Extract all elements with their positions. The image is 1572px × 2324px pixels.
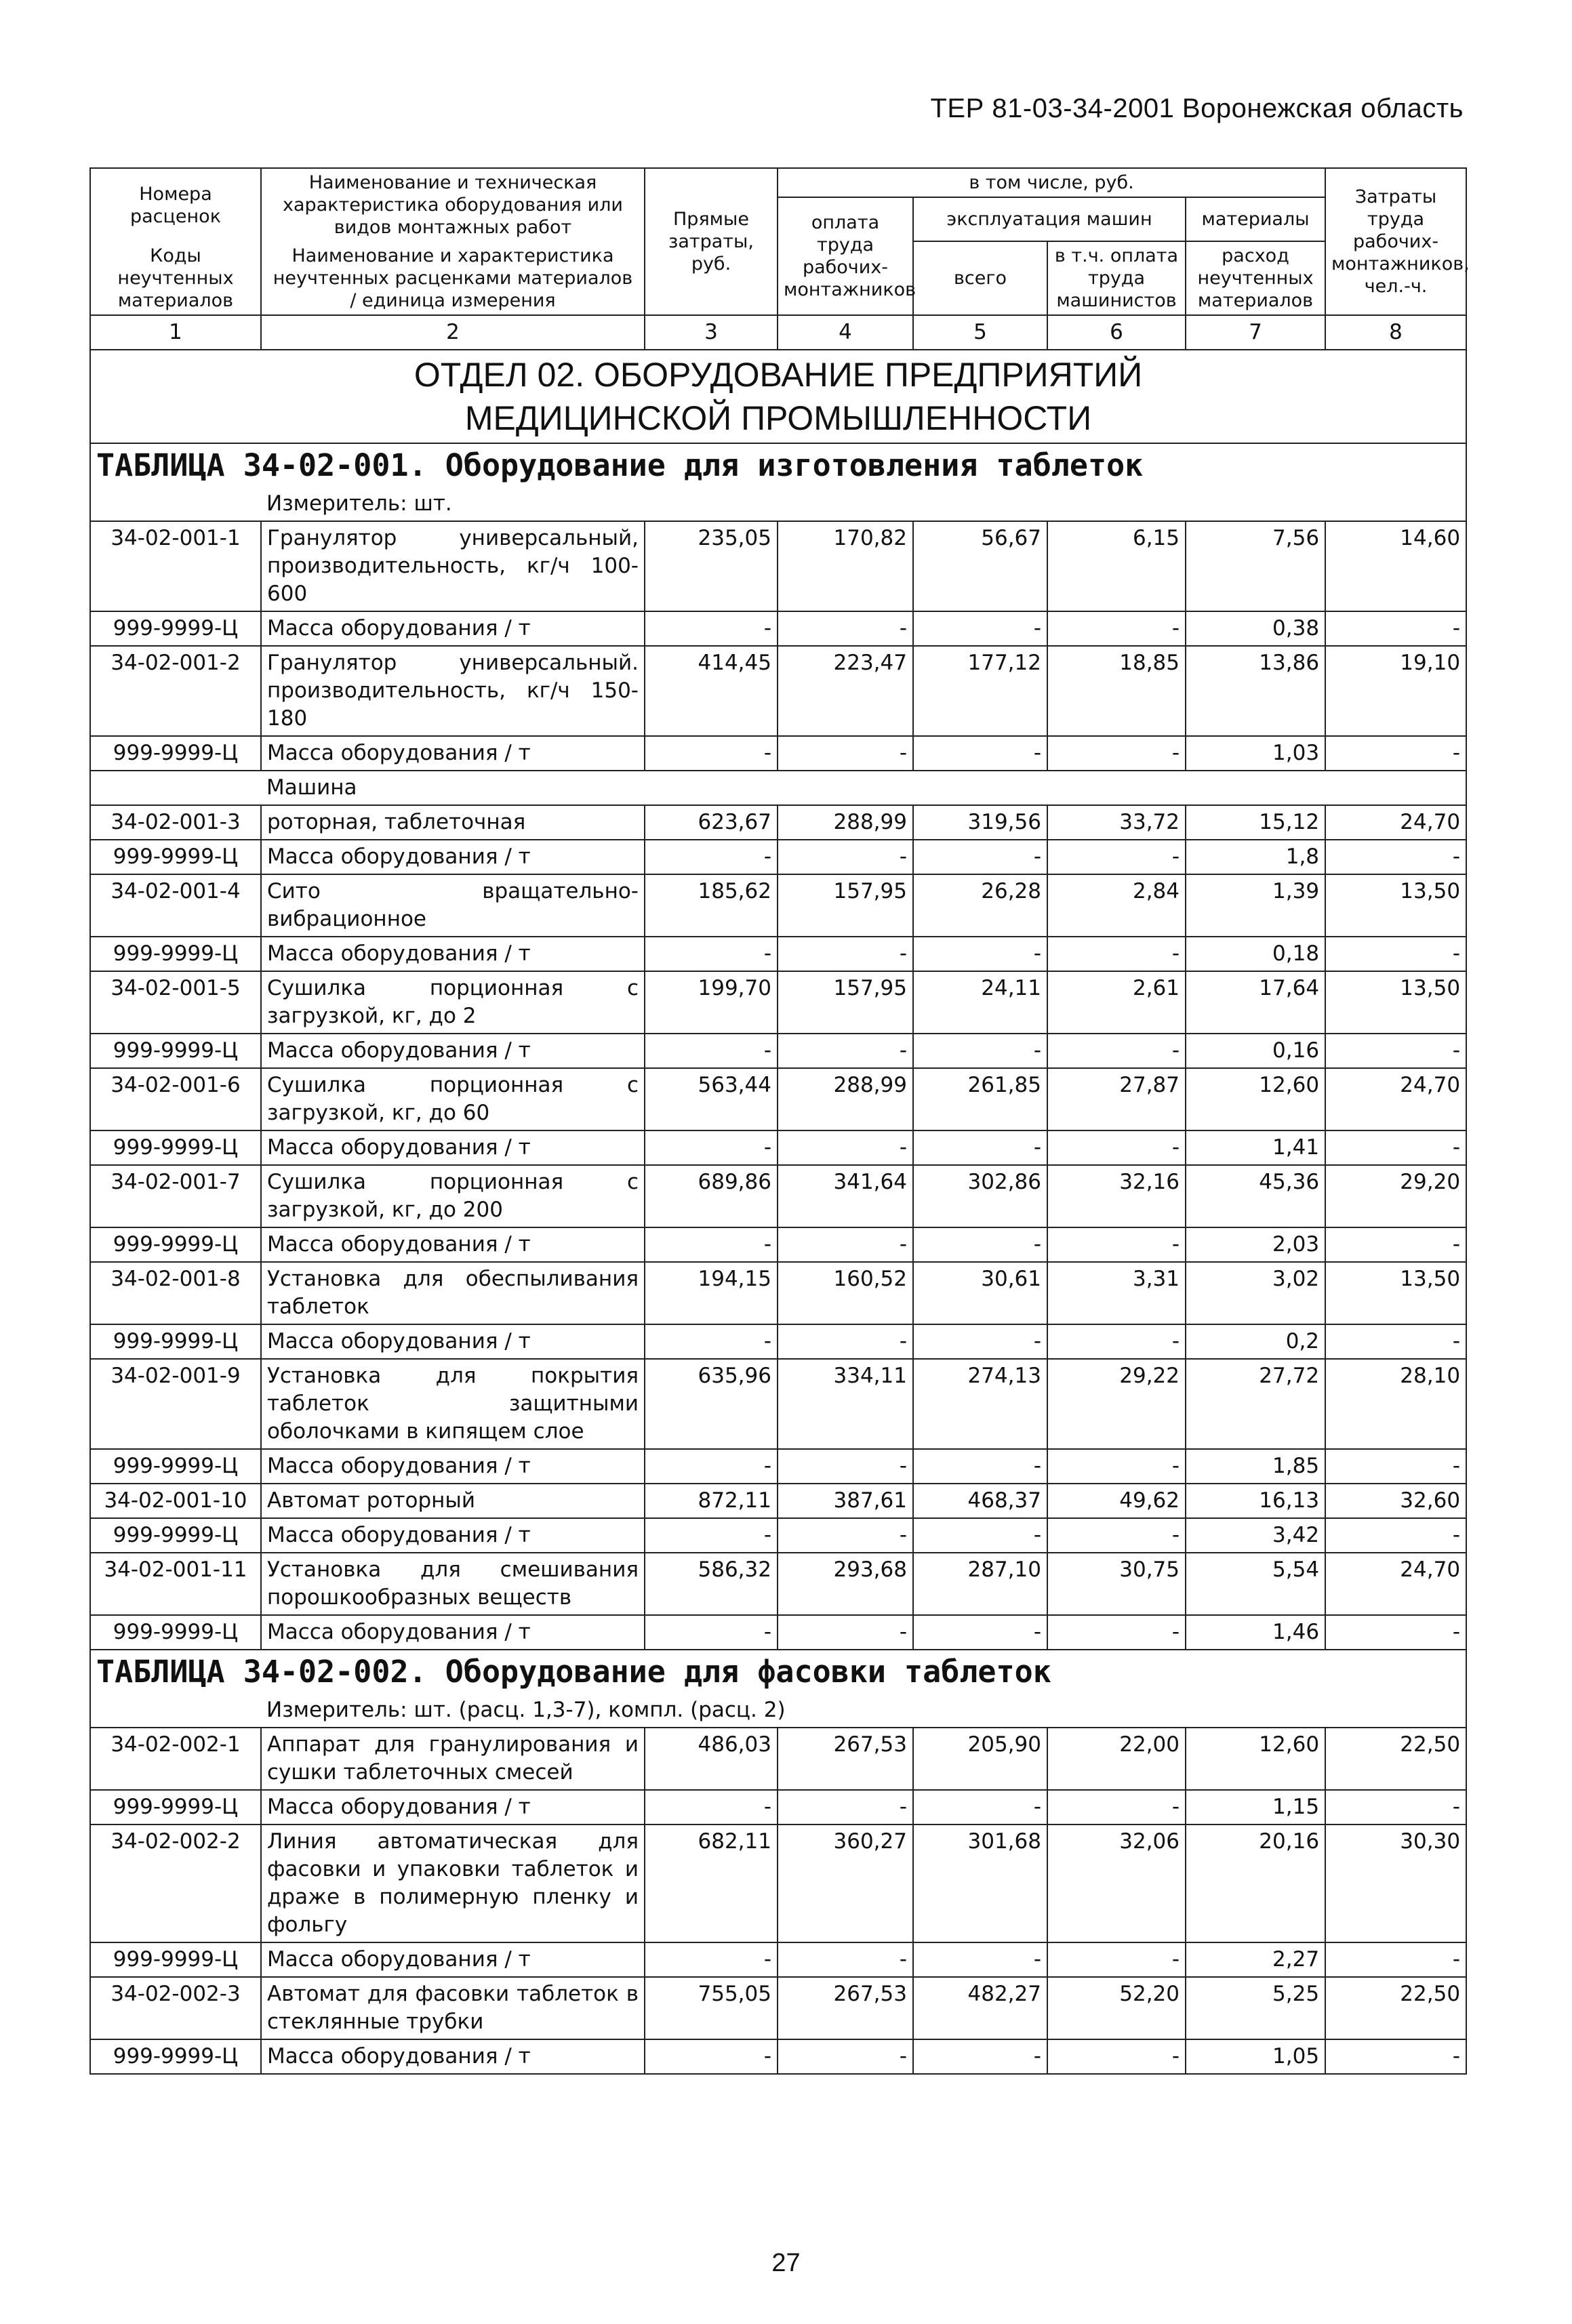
rate-value: 15,12 bbox=[1186, 805, 1325, 840]
col2-bottom-header: Наименование и характеристика неучтенных расценками материалов / единица измерения bbox=[261, 241, 645, 315]
rate-value: 586,32 bbox=[645, 1553, 778, 1615]
material-value: - bbox=[913, 611, 1047, 646]
rate-value: 30,75 bbox=[1047, 1553, 1186, 1615]
measure-unit: Измеритель: шт. bbox=[261, 487, 1466, 521]
material-value: - bbox=[645, 937, 778, 971]
material-value: - bbox=[1047, 1130, 1186, 1165]
rate-row bbox=[90, 874, 1466, 937]
table-title: ТАБЛИЦА 34-02-001. Оборудование для изготовления таблеток bbox=[90, 443, 1466, 487]
material-value: - bbox=[1325, 1324, 1466, 1359]
rate-name: Сито вращательно-вибрационное bbox=[261, 874, 645, 937]
material-value: - bbox=[645, 1227, 778, 1262]
rate-name: Автомат для фасовки таблеток в стеклянные трубки bbox=[261, 1977, 645, 2039]
material-value: - bbox=[1047, 2039, 1186, 2074]
material-value: - bbox=[645, 1324, 778, 1359]
material-row bbox=[90, 1790, 1466, 1824]
rate-value: 223,47 bbox=[778, 646, 913, 736]
material-row bbox=[90, 2039, 1466, 2074]
material-name: Масса оборудования / т bbox=[261, 1324, 645, 1359]
rate-value: 3,31 bbox=[1047, 1262, 1186, 1324]
material-name: Масса оборудования / т bbox=[261, 611, 645, 646]
rate-value: 3,02 bbox=[1186, 1262, 1325, 1324]
rate-code: 34-02-001-2 bbox=[90, 646, 261, 736]
material-value: - bbox=[913, 1518, 1047, 1553]
material-value: - bbox=[1047, 1615, 1186, 1650]
material-value: - bbox=[913, 1034, 1047, 1068]
rate-value: 32,06 bbox=[1047, 1824, 1186, 1942]
material-name: Масса оборудования / т bbox=[261, 1790, 645, 1824]
material-name: Масса оборудования / т bbox=[261, 937, 645, 971]
material-value: 0,16 bbox=[1186, 1034, 1325, 1068]
rate-name: Установка для обеспыливания таблеток bbox=[261, 1262, 645, 1324]
rate-value: 5,25 bbox=[1186, 1977, 1325, 2039]
material-value: - bbox=[778, 1324, 913, 1359]
rate-row bbox=[90, 1553, 1466, 1615]
material-name: Масса оборудования / т bbox=[261, 1942, 645, 1977]
document-header: ТЕР 81-03-34-2001 Воронежская область bbox=[930, 94, 1464, 123]
rate-value: 14,60 bbox=[1325, 521, 1466, 611]
rate-row bbox=[90, 1824, 1466, 1942]
rate-value: 12,60 bbox=[1186, 1728, 1325, 1790]
material-row bbox=[90, 1227, 1466, 1262]
material-value: - bbox=[645, 1942, 778, 1977]
group-row bbox=[90, 771, 1466, 805]
rate-value: 22,50 bbox=[1325, 1728, 1466, 1790]
rate-value: 32,60 bbox=[1325, 1484, 1466, 1518]
rate-row bbox=[90, 521, 1466, 611]
material-value: - bbox=[1047, 736, 1186, 771]
material-row bbox=[90, 1324, 1466, 1359]
group-label: Машина bbox=[261, 771, 1466, 805]
material-value: 1,05 bbox=[1186, 2039, 1325, 2074]
rate-name: Сушилка порционная с загрузкой, кг, до 2 bbox=[261, 971, 645, 1034]
rate-value: 30,30 bbox=[1325, 1824, 1466, 1942]
rate-value: 24,70 bbox=[1325, 1068, 1466, 1130]
material-code: 999-9999-Ц bbox=[90, 840, 261, 874]
table-title-row bbox=[90, 1650, 1466, 1694]
rate-value: 274,13 bbox=[913, 1359, 1047, 1449]
material-name: Масса оборудования / т bbox=[261, 1449, 645, 1484]
rate-row bbox=[90, 1484, 1466, 1518]
rate-code: 34-02-001-6 bbox=[90, 1068, 261, 1130]
material-value: - bbox=[913, 1615, 1047, 1650]
column-number: 4 bbox=[778, 315, 913, 350]
column-number: 1 bbox=[90, 315, 261, 350]
material-code: 999-9999-Ц bbox=[90, 1034, 261, 1068]
page-number: 27 bbox=[771, 2249, 801, 2277]
rate-value: 199,70 bbox=[645, 971, 778, 1034]
col8-header: Затраты труда рабочих-монтажников, чел.-ч. bbox=[1325, 168, 1466, 315]
rate-value: 334,11 bbox=[778, 1359, 913, 1449]
material-value: 1,8 bbox=[1186, 840, 1325, 874]
rate-value: 49,62 bbox=[1047, 1484, 1186, 1518]
col2-top-header: Наименование и техническая характеристика оборудования или видов монтажных работ bbox=[261, 168, 645, 241]
rate-value: 623,67 bbox=[645, 805, 778, 840]
rate-value: 157,95 bbox=[778, 874, 913, 937]
rate-value: 29,20 bbox=[1325, 1165, 1466, 1227]
rate-value: 185,62 bbox=[645, 874, 778, 937]
material-code: 999-9999-Ц bbox=[90, 937, 261, 971]
material-value: - bbox=[778, 937, 913, 971]
rate-value: 19,10 bbox=[1325, 646, 1466, 736]
material-row bbox=[90, 1518, 1466, 1553]
material-value: - bbox=[778, 1130, 913, 1165]
material-row bbox=[90, 736, 1466, 771]
rate-value: 468,37 bbox=[913, 1484, 1047, 1518]
rate-value: 267,53 bbox=[778, 1728, 913, 1790]
rate-value: 5,54 bbox=[1186, 1553, 1325, 1615]
rate-code: 34-02-002-2 bbox=[90, 1824, 261, 1942]
rate-value: 45,36 bbox=[1186, 1165, 1325, 1227]
rate-value: 27,72 bbox=[1186, 1359, 1325, 1449]
rate-row bbox=[90, 1068, 1466, 1130]
rate-value: 302,86 bbox=[913, 1165, 1047, 1227]
material-code: 999-9999-Ц bbox=[90, 1449, 261, 1484]
rate-code: 34-02-001-3 bbox=[90, 805, 261, 840]
rate-value: 16,13 bbox=[1186, 1484, 1325, 1518]
material-name: Масса оборудования / т bbox=[261, 1615, 645, 1650]
table-title: ТАБЛИЦА 34-02-002. Оборудование для фасовки таблеток bbox=[90, 1650, 1466, 1694]
rate-value: 33,72 bbox=[1047, 805, 1186, 840]
rate-value: 160,52 bbox=[778, 1262, 913, 1324]
rate-value: 635,96 bbox=[645, 1359, 778, 1449]
material-value: - bbox=[913, 1227, 1047, 1262]
material-value: - bbox=[1047, 1227, 1186, 1262]
rate-value: 13,50 bbox=[1325, 971, 1466, 1034]
rate-name: Гранулятор универсальный. производительность, кг/ч 150-180 bbox=[261, 646, 645, 736]
material-value: - bbox=[913, 2039, 1047, 2074]
material-value: - bbox=[1325, 611, 1466, 646]
table-title-row bbox=[90, 443, 1466, 487]
rate-value: 293,68 bbox=[778, 1553, 913, 1615]
rate-value: 287,10 bbox=[913, 1553, 1047, 1615]
material-value: - bbox=[778, 1790, 913, 1824]
rate-value: 689,86 bbox=[645, 1165, 778, 1227]
rate-row bbox=[90, 1977, 1466, 2039]
material-value: - bbox=[1325, 1034, 1466, 1068]
material-value: 0,38 bbox=[1186, 611, 1325, 646]
rate-value: 387,61 bbox=[778, 1484, 913, 1518]
material-value: - bbox=[645, 840, 778, 874]
rate-value: 205,90 bbox=[913, 1728, 1047, 1790]
material-code: 999-9999-Ц bbox=[90, 1518, 261, 1553]
material-value: - bbox=[1325, 2039, 1466, 2074]
material-value: - bbox=[645, 1034, 778, 1068]
material-value: - bbox=[913, 937, 1047, 971]
rates-table bbox=[89, 167, 1470, 2075]
rate-value: 7,56 bbox=[1186, 521, 1325, 611]
material-value: - bbox=[913, 1324, 1047, 1359]
material-value: - bbox=[1047, 1324, 1186, 1359]
column-number: 6 bbox=[1047, 315, 1186, 350]
material-value: 0,18 bbox=[1186, 937, 1325, 971]
material-row bbox=[90, 840, 1466, 874]
col5-header: всего bbox=[913, 241, 1047, 315]
material-value: - bbox=[1047, 1034, 1186, 1068]
material-value: - bbox=[645, 736, 778, 771]
material-row bbox=[90, 937, 1466, 971]
rate-name: Линия автоматическая для фасовки и упаковки таблеток и драже в полимерную пленку и фольгу bbox=[261, 1824, 645, 1942]
rate-value: 26,28 bbox=[913, 874, 1047, 937]
material-name: Масса оборудования / т bbox=[261, 1130, 645, 1165]
material-value: 1,46 bbox=[1186, 1615, 1325, 1650]
material-row bbox=[90, 1130, 1466, 1165]
col1-bottom-header: Коды неучтенных материалов bbox=[90, 241, 261, 315]
rate-value: 24,11 bbox=[913, 971, 1047, 1034]
rate-value: 682,11 bbox=[645, 1824, 778, 1942]
material-row bbox=[90, 1942, 1466, 1977]
material-value: - bbox=[1325, 1449, 1466, 1484]
rate-value: 288,99 bbox=[778, 1068, 913, 1130]
material-code: 999-9999-Ц bbox=[90, 1324, 261, 1359]
rate-value: 22,00 bbox=[1047, 1728, 1186, 1790]
rate-row bbox=[90, 1262, 1466, 1324]
rate-value: 30,61 bbox=[913, 1262, 1047, 1324]
rate-value: 24,70 bbox=[1325, 805, 1466, 840]
column-number: 7 bbox=[1186, 315, 1325, 350]
material-value: - bbox=[913, 736, 1047, 771]
rate-value: 235,05 bbox=[645, 521, 778, 611]
rate-name: Автомат роторный bbox=[261, 1484, 645, 1518]
material-value: 0,2 bbox=[1186, 1324, 1325, 1359]
rate-code: 34-02-001-11 bbox=[90, 1553, 261, 1615]
rate-value: 28,10 bbox=[1325, 1359, 1466, 1449]
material-code: 999-9999-Ц bbox=[90, 1227, 261, 1262]
measure-row bbox=[90, 487, 1466, 521]
column-number-row bbox=[90, 315, 1466, 350]
material-value: - bbox=[778, 611, 913, 646]
rate-value: 2,61 bbox=[1047, 971, 1186, 1034]
material-name: Масса оборудования / т bbox=[261, 1034, 645, 1068]
material-value: - bbox=[1325, 1615, 1466, 1650]
material-value: - bbox=[778, 2039, 913, 2074]
material-value: - bbox=[1047, 937, 1186, 971]
material-value: - bbox=[778, 1518, 913, 1553]
column-number: 8 bbox=[1325, 315, 1466, 350]
material-value: - bbox=[778, 1615, 913, 1650]
blank-cell bbox=[90, 1694, 261, 1728]
rate-value: 27,87 bbox=[1047, 1068, 1186, 1130]
material-value: - bbox=[645, 1449, 778, 1484]
rate-value: 486,03 bbox=[645, 1728, 778, 1790]
group-header: в том числе, руб. bbox=[778, 168, 1325, 197]
material-value: - bbox=[778, 1942, 913, 1977]
rate-value: 52,20 bbox=[1047, 1977, 1186, 2039]
rate-value: 18,85 bbox=[1047, 646, 1186, 736]
rate-value: 24,70 bbox=[1325, 1553, 1466, 1615]
header-row-1 bbox=[90, 168, 1466, 197]
material-row bbox=[90, 1034, 1466, 1068]
rate-value: 194,15 bbox=[645, 1262, 778, 1324]
rate-value: 20,16 bbox=[1186, 1824, 1325, 1942]
material-name: Масса оборудования / т bbox=[261, 2039, 645, 2074]
blank-cell bbox=[90, 771, 261, 805]
section-title-line2: МЕДИЦИНСКОЙ ПРОМЫШЛЕННОСТИ bbox=[464, 399, 1092, 437]
rate-code: 34-02-001-1 bbox=[90, 521, 261, 611]
rate-name: Гранулятор универсальный, производительность, кг/ч 100-600 bbox=[261, 521, 645, 611]
rate-value: 267,53 bbox=[778, 1977, 913, 2039]
rate-value: 319,56 bbox=[913, 805, 1047, 840]
material-code: 999-9999-Ц bbox=[90, 1790, 261, 1824]
rate-value: 32,16 bbox=[1047, 1165, 1186, 1227]
material-value: 2,27 bbox=[1186, 1942, 1325, 1977]
material-value: - bbox=[1325, 1227, 1466, 1262]
rate-value: 1,39 bbox=[1186, 874, 1325, 937]
rate-value: 12,60 bbox=[1186, 1068, 1325, 1130]
column-number: 5 bbox=[913, 315, 1047, 350]
rate-name: Сушилка порционная с загрузкой, кг, до 60 bbox=[261, 1068, 645, 1130]
material-value: - bbox=[645, 1790, 778, 1824]
material-value: - bbox=[645, 1518, 778, 1553]
material-value: - bbox=[1325, 736, 1466, 771]
material-value: - bbox=[645, 611, 778, 646]
rate-code: 34-02-001-10 bbox=[90, 1484, 261, 1518]
section-title-row bbox=[90, 350, 1466, 443]
material-value: - bbox=[913, 1449, 1047, 1484]
material-value: - bbox=[913, 1130, 1047, 1165]
materials-header: материалы bbox=[1186, 197, 1325, 241]
rate-row bbox=[90, 805, 1466, 840]
rate-value: 482,27 bbox=[913, 1977, 1047, 2039]
column-number: 3 bbox=[645, 315, 778, 350]
material-value: - bbox=[1325, 840, 1466, 874]
material-value: 1,41 bbox=[1186, 1130, 1325, 1165]
material-value: 2,03 bbox=[1186, 1227, 1325, 1262]
material-value: - bbox=[778, 1449, 913, 1484]
rate-row bbox=[90, 646, 1466, 736]
material-value: - bbox=[1325, 1942, 1466, 1977]
rate-value: 170,82 bbox=[778, 521, 913, 611]
column-number: 2 bbox=[261, 315, 645, 350]
material-value: 1,03 bbox=[1186, 736, 1325, 771]
rate-value: 157,95 bbox=[778, 971, 913, 1034]
col4-header: оплата труда рабочих-монтажников bbox=[778, 197, 913, 315]
material-name: Масса оборудования / т bbox=[261, 1227, 645, 1262]
rate-value: 2,84 bbox=[1047, 874, 1186, 937]
rate-name: Сушилка порционная с загрузкой, кг, до 200 bbox=[261, 1165, 645, 1227]
material-row bbox=[90, 1449, 1466, 1484]
material-value: - bbox=[1047, 611, 1186, 646]
rate-value: 341,64 bbox=[778, 1165, 913, 1227]
material-value: - bbox=[1047, 1942, 1186, 1977]
material-code: 999-9999-Ц bbox=[90, 2039, 261, 2074]
rate-row bbox=[90, 1359, 1466, 1449]
rate-value: 177,12 bbox=[913, 646, 1047, 736]
material-value: 1,15 bbox=[1186, 1790, 1325, 1824]
material-value: - bbox=[913, 1790, 1047, 1824]
material-value: - bbox=[778, 1227, 913, 1262]
rate-row bbox=[90, 1728, 1466, 1790]
material-value: - bbox=[645, 2039, 778, 2074]
rate-value: 13,50 bbox=[1325, 874, 1466, 937]
rate-code: 34-02-001-9 bbox=[90, 1359, 261, 1449]
section-title bbox=[90, 350, 1466, 443]
rate-name: роторная, таблеточная bbox=[261, 805, 645, 840]
col3-header: Прямые затраты, руб. bbox=[645, 168, 778, 315]
measure-row bbox=[90, 1694, 1466, 1728]
material-value: - bbox=[1325, 1790, 1466, 1824]
material-code: 999-9999-Ц bbox=[90, 1942, 261, 1977]
material-value: - bbox=[1325, 1518, 1466, 1553]
col7-header: расход неучтенных материалов bbox=[1186, 241, 1325, 315]
material-code: 999-9999-Ц bbox=[90, 736, 261, 771]
rate-value: 56,67 bbox=[913, 521, 1047, 611]
rate-name: Аппарат для гранулирования и сушки таблеточных смесей bbox=[261, 1728, 645, 1790]
material-value: - bbox=[1047, 1518, 1186, 1553]
material-name: Масса оборудования / т bbox=[261, 1518, 645, 1553]
material-value: 1,85 bbox=[1186, 1449, 1325, 1484]
material-value: 3,42 bbox=[1186, 1518, 1325, 1553]
material-row bbox=[90, 611, 1466, 646]
material-value: - bbox=[913, 840, 1047, 874]
rate-value: 261,85 bbox=[913, 1068, 1047, 1130]
rate-value: 13,86 bbox=[1186, 646, 1325, 736]
blank-cell bbox=[90, 487, 261, 521]
material-value: - bbox=[1047, 1790, 1186, 1824]
section-title-line1: ОТДЕЛ 02. ОБОРУДОВАНИЕ ПРЕДПРИЯТИЙ bbox=[414, 356, 1143, 394]
rate-value: 288,99 bbox=[778, 805, 913, 840]
col6-header: в т.ч. оплата труда машинистов bbox=[1047, 241, 1186, 315]
rate-value: 414,45 bbox=[645, 646, 778, 736]
rate-code: 34-02-001-4 bbox=[90, 874, 261, 937]
rate-value: 22,50 bbox=[1325, 1977, 1466, 2039]
rate-row bbox=[90, 1165, 1466, 1227]
material-value: - bbox=[645, 1130, 778, 1165]
material-value: - bbox=[778, 736, 913, 771]
rate-code: 34-02-001-5 bbox=[90, 971, 261, 1034]
measure-unit: Измеритель: шт. (расц. 1,3-7), компл. (расц. 2) bbox=[261, 1694, 1466, 1728]
rate-code: 34-02-002-1 bbox=[90, 1728, 261, 1790]
rate-code: 34-02-001-8 bbox=[90, 1262, 261, 1324]
material-value: - bbox=[1325, 1130, 1466, 1165]
material-value: - bbox=[913, 1942, 1047, 1977]
rate-value: 872,11 bbox=[645, 1484, 778, 1518]
material-value: - bbox=[1047, 1449, 1186, 1484]
material-name: Масса оборудования / т bbox=[261, 840, 645, 874]
rate-value: 563,44 bbox=[645, 1068, 778, 1130]
material-value: - bbox=[1325, 937, 1466, 971]
rate-value: 29,22 bbox=[1047, 1359, 1186, 1449]
material-value: - bbox=[645, 1615, 778, 1650]
rate-row bbox=[90, 971, 1466, 1034]
rate-name: Установка для покрытия таблеток защитными оболочками в кипящем слое bbox=[261, 1359, 645, 1449]
rate-value: 17,64 bbox=[1186, 971, 1325, 1034]
material-name: Масса оборудования / т bbox=[261, 736, 645, 771]
material-code: 999-9999-Ц bbox=[90, 1615, 261, 1650]
rate-code: 34-02-002-3 bbox=[90, 1977, 261, 2039]
rate-value: 755,05 bbox=[645, 1977, 778, 2039]
rate-code: 34-02-001-7 bbox=[90, 1165, 261, 1227]
rate-value: 6,15 bbox=[1047, 521, 1186, 611]
rate-value: 360,27 bbox=[778, 1824, 913, 1942]
material-row bbox=[90, 1615, 1466, 1650]
machines-header: эксплуатация машин bbox=[913, 197, 1186, 241]
material-value: - bbox=[778, 1034, 913, 1068]
material-code: 999-9999-Ц bbox=[90, 1130, 261, 1165]
material-value: - bbox=[778, 840, 913, 874]
material-value: - bbox=[1047, 840, 1186, 874]
col1-top-header: Номера расценок bbox=[90, 168, 261, 241]
rate-value: 13,50 bbox=[1325, 1262, 1466, 1324]
material-code: 999-9999-Ц bbox=[90, 611, 261, 646]
rate-value: 301,68 bbox=[913, 1824, 1047, 1942]
rate-name: Установка для смешивания порошкообразных веществ bbox=[261, 1553, 645, 1615]
